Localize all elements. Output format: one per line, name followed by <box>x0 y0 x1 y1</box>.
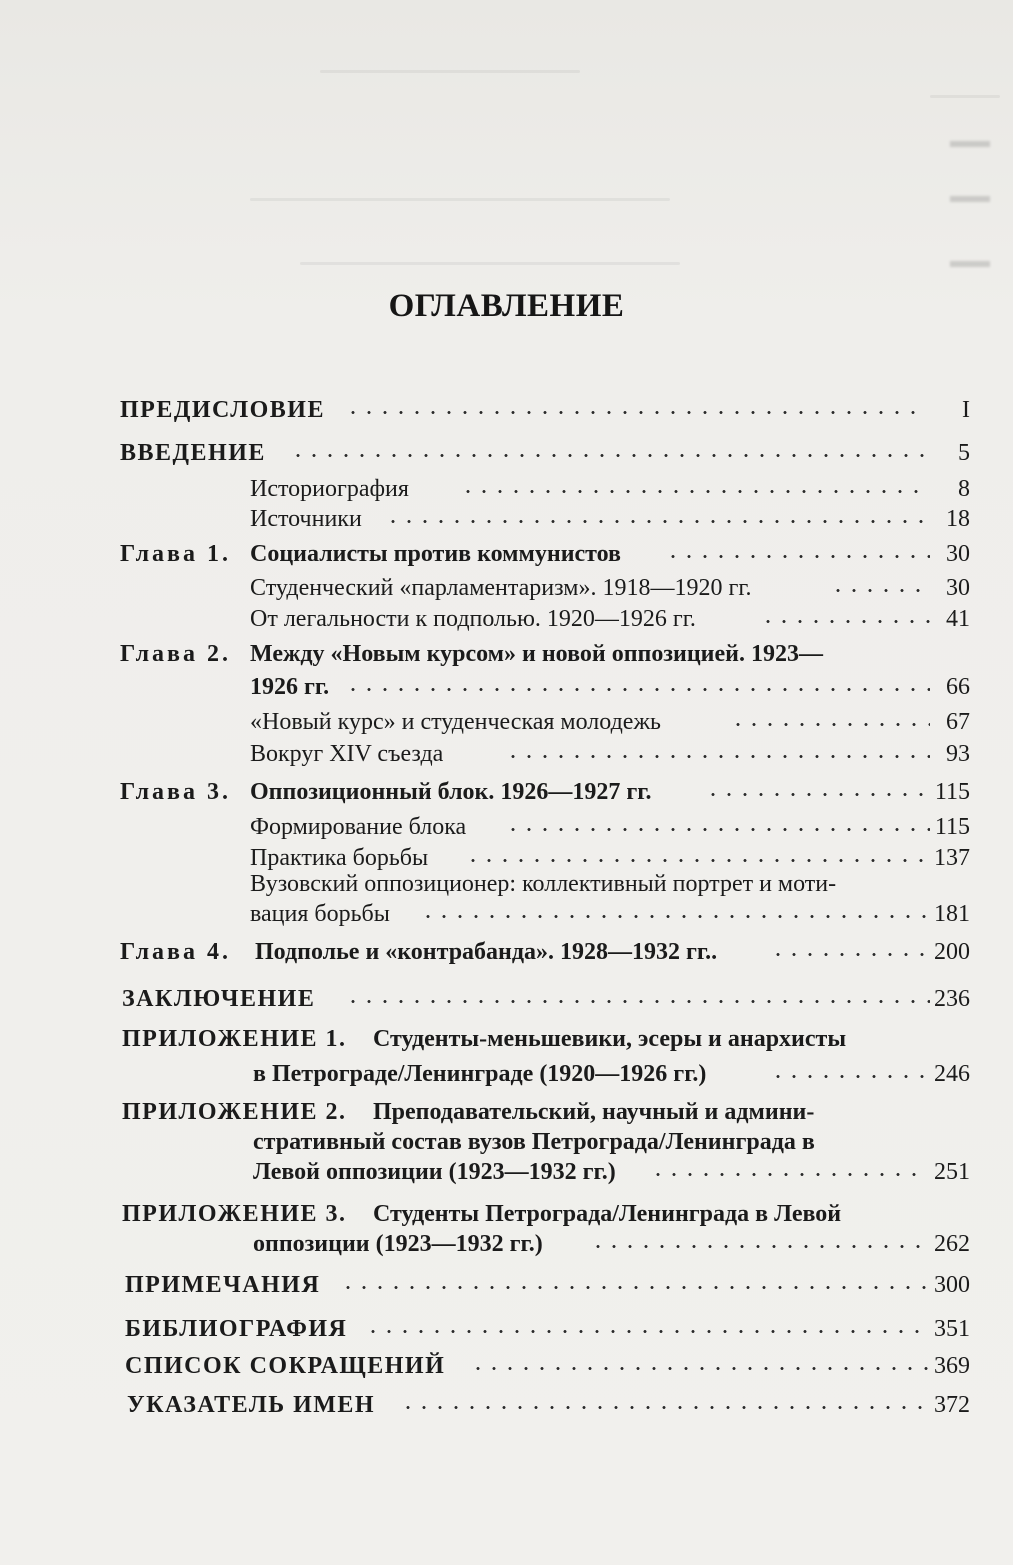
toc-entry <box>0 705 1013 739</box>
dot-leader <box>505 828 930 831</box>
toc-entry <box>0 1388 1013 1422</box>
entry-title: ВВЕДЕНИЕ <box>120 440 266 466</box>
dot-leader <box>385 520 930 523</box>
dot-leader <box>345 1000 930 1003</box>
toc-entry <box>0 737 1013 771</box>
toc-entry-continuation <box>0 670 1013 704</box>
toc-entry <box>0 393 1013 427</box>
dot-leader <box>290 454 930 457</box>
bleed-through-text: ▬▬ <box>950 130 990 152</box>
page-number: 351 <box>934 1316 970 1342</box>
toc-entry-continuation <box>0 1155 1013 1189</box>
page-number: 41 <box>946 606 970 632</box>
toc-entry <box>0 982 1013 1016</box>
dot-leader <box>830 589 930 592</box>
entry-title: ПРИМЕЧАНИЯ <box>125 1272 321 1298</box>
dot-leader <box>650 1173 920 1176</box>
toc-entry <box>0 436 1013 470</box>
entry-title: Источники <box>250 506 362 532</box>
toc-entry <box>0 775 1013 809</box>
toc-entry-continuation <box>0 1227 1013 1261</box>
appendix-label: ПРИЛОЖЕНИЕ 2. <box>122 1099 347 1125</box>
toc-entry <box>0 1095 1013 1129</box>
page-number: 115 <box>934 814 970 840</box>
dot-leader <box>770 1075 930 1078</box>
dot-leader <box>340 1286 930 1289</box>
entry-title: Студенты Петрограда/Ленинграда в Левой <box>373 1201 842 1227</box>
toc-entry <box>0 537 1013 571</box>
bleed-through-line <box>300 262 680 265</box>
page-number: 200 <box>934 939 970 965</box>
bleed-through-line <box>930 95 1000 98</box>
toc-entry <box>0 1268 1013 1302</box>
entry-title: Практика борьбы <box>250 845 429 871</box>
entry-title: Преподавательский, научный и админи- <box>373 1099 815 1125</box>
entry-title: Вокруг XIV съезда <box>250 741 444 767</box>
entry-title-line2: стративный состав вузов Петрограда/Ленинграда в <box>253 1129 815 1155</box>
bleed-through-line <box>320 70 580 73</box>
entry-title-line2: 1926 гг. <box>250 674 330 700</box>
page-number: I <box>962 397 970 423</box>
dot-leader <box>505 755 930 758</box>
entry-title: СПИСОК СОКРАЩЕНИЙ <box>125 1353 446 1379</box>
page-number: 251 <box>934 1159 970 1185</box>
toc-entry <box>0 502 1013 536</box>
appendix-label: ПРИЛОЖЕНИЕ 1. <box>122 1026 347 1052</box>
bleed-through-text: ▬▬ <box>950 250 990 272</box>
dot-leader <box>345 411 925 414</box>
page-number: 8 <box>958 476 970 502</box>
entry-title: Подполье и «контрабанда». 1928—1932 гг.. <box>255 939 718 965</box>
entry-title: От легальности к подполью. 1920—1926 гг. <box>250 606 696 632</box>
entry-title: Формирование блока <box>250 814 467 840</box>
entry-title: Историография <box>250 476 409 502</box>
page-number: 369 <box>934 1353 970 1379</box>
dot-leader <box>590 1245 930 1248</box>
page-title: ОГЛАВЛЕНИЕ <box>388 288 625 324</box>
entry-title: Студенческий «парламентаризм». 1918—1920 гг. <box>250 575 752 601</box>
dot-leader <box>460 490 930 493</box>
dot-leader <box>760 620 930 623</box>
page-number: 30 <box>946 575 970 601</box>
page-number: 300 <box>934 1272 970 1298</box>
entry-title: Студенты-меньшевики, эсеры и анархисты <box>373 1026 847 1052</box>
toc-entry-continuation <box>0 1057 1013 1091</box>
page-number: 93 <box>946 741 970 767</box>
dot-leader <box>665 555 930 558</box>
toc-entry <box>0 1349 1013 1383</box>
dot-leader <box>365 1330 930 1333</box>
toc-entry <box>0 571 1013 605</box>
toc-entry-continuation <box>0 897 1013 931</box>
bleed-through-line <box>250 198 670 201</box>
dot-leader <box>345 688 930 691</box>
chapter-label: Глава 3. <box>120 779 231 805</box>
entry-title-line2: в Петрограде/Ленинграде (1920—1926 гг.) <box>253 1061 707 1087</box>
page-number: 236 <box>934 986 970 1012</box>
toc-entry <box>0 472 1013 506</box>
entry-title: Оппозиционный блок. 1926—1927 гг. <box>250 779 652 805</box>
dot-leader <box>730 723 930 726</box>
toc-entry <box>0 1022 1013 1056</box>
toc-entry-continuation <box>0 1125 1013 1159</box>
entry-title: ЗАКЛЮЧЕНИЕ <box>122 986 316 1012</box>
toc-entry <box>0 867 1013 901</box>
toc-entry <box>0 810 1013 844</box>
page-number: 262 <box>934 1231 970 1257</box>
dot-leader <box>420 915 930 918</box>
toc-entry <box>0 935 1013 969</box>
chapter-label: Глава 4. <box>120 939 231 965</box>
entry-title: УКАЗАТЕЛЬ ИМЕН <box>127 1392 376 1418</box>
entry-title: «Новый курс» и студенческая молодежь <box>250 709 661 735</box>
dot-leader <box>770 953 930 956</box>
entry-title: Вузовский оппозиционер: коллективный портрет и моти- <box>250 871 837 897</box>
dot-leader <box>705 793 930 796</box>
dot-leader <box>470 1367 930 1370</box>
toc-entry <box>0 1312 1013 1346</box>
page-number: 115 <box>934 779 970 805</box>
page-number: 67 <box>946 709 970 735</box>
bleed-through-text: ▬▬ <box>950 185 990 207</box>
entry-title-line2: вация борьбы <box>250 901 390 927</box>
entry-title: ПРЕДИСЛОВИЕ <box>120 397 325 423</box>
page-number: 5 <box>958 440 970 466</box>
chapter-label: Глава 1. <box>120 541 231 567</box>
entry-title: БИБЛИОГРАФИЯ <box>125 1316 348 1342</box>
toc-entry <box>0 602 1013 636</box>
entry-title: Социалисты против коммунистов <box>250 541 622 567</box>
page-number: 66 <box>946 674 970 700</box>
toc-entry <box>0 1197 1013 1231</box>
entry-title: Между «Новым курсом» и новой оппозицией. 1923— <box>250 641 823 667</box>
page-number: 181 <box>934 901 970 927</box>
dot-leader <box>465 859 930 862</box>
toc-entry <box>0 637 1013 671</box>
page-number: 137 <box>934 845 970 871</box>
dot-leader <box>400 1406 930 1409</box>
entry-title-line3: Левой оппозиции (1923—1932 гг.) <box>253 1159 616 1185</box>
entry-title-line2: оппозиции (1923—1932 гг.) <box>253 1231 543 1257</box>
chapter-label: Глава 2. <box>120 641 231 667</box>
page-number: 30 <box>946 541 970 567</box>
page-number: 372 <box>934 1392 970 1418</box>
appendix-label: ПРИЛОЖЕНИЕ 3. <box>122 1201 347 1227</box>
page-number: 18 <box>946 506 970 532</box>
page-number: 246 <box>934 1061 970 1087</box>
